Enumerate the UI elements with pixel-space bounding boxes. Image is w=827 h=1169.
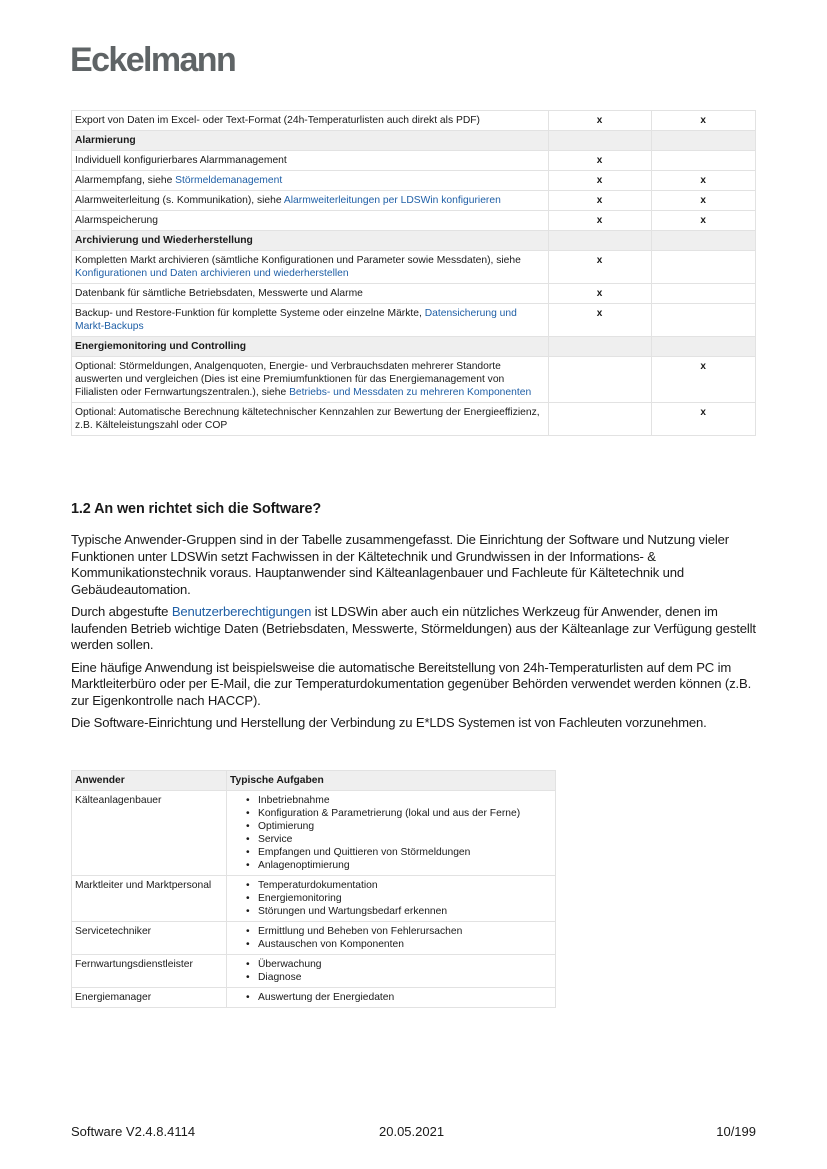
user-tasks xyxy=(227,922,556,955)
paragraph-intro: Typische Anwender-Gruppen sind in der Tabelle zusammengefasst. Die Einrichtung der Software und Nutzung vieler Funktionen unter LDSWin setzt Fachwissen in der Kältetechnik und Grundwissen in der Informations- & Kommunikationstechnik voraus. Hauptanwender sind Kälteanlagenbauer und Fachleute für Kältetechnik und Gebäudeautomation. xyxy=(71,532,729,597)
feature-row xyxy=(72,171,756,191)
link-benutzerberechtigungen[interactable]: Benutzerberechtigungen xyxy=(171,604,312,619)
users-table-row xyxy=(72,955,556,988)
task-list xyxy=(230,958,552,984)
task-item: • Empfangen und Quittieren von Störmeldungen xyxy=(230,846,552,859)
feature-text: Export von Daten im Excel- oder Text-Format (24h-Temperaturlisten auch direkt als PDF) xyxy=(75,115,480,126)
feature-link[interactable]: Alarmweiterleitungen per LDSWin konfigurieren xyxy=(283,195,501,206)
user-role: Servicetechniker xyxy=(72,922,227,955)
paragraph-permissions-text-1: Durch abgestufte xyxy=(71,604,172,619)
feature-category-row xyxy=(72,131,756,151)
feature-mark-col3: x xyxy=(652,403,756,436)
feature-mark-col2: x xyxy=(548,111,652,131)
user-role: Energiemanager xyxy=(72,988,227,1008)
footer-page-number: 10/199 xyxy=(716,1124,756,1139)
feature-mark-col2 xyxy=(548,357,652,403)
user-tasks xyxy=(227,955,556,988)
feature-text: Alarmierung xyxy=(75,135,136,146)
feature-mark-col2: x xyxy=(548,151,652,171)
feature-row xyxy=(72,304,756,337)
feature-mark-col2: x xyxy=(548,284,652,304)
feature-description xyxy=(72,284,549,304)
category-label xyxy=(72,231,549,251)
feature-mark-col3 xyxy=(652,151,756,171)
paragraph-setup: Die Software-Einrichtung und Herstellung der Verbindung zu E*LDS Systemen ist von Fachleuten vorzunehmen. xyxy=(71,715,707,730)
task-item: • Diagnose xyxy=(230,971,552,984)
task-item: • Konfiguration & Parametrierung (lokal und aus der Ferne) xyxy=(230,807,552,820)
feature-description xyxy=(72,171,549,191)
task-item: • Anlagenoptimierung xyxy=(230,859,552,872)
footer-version: Software V2.4.8.4114 xyxy=(71,1124,196,1139)
task-item: • Inbetriebnahme xyxy=(230,794,552,807)
user-tasks xyxy=(227,988,556,1008)
section-heading-wrap xyxy=(71,500,761,518)
feature-row xyxy=(72,111,756,131)
feature-description xyxy=(72,403,549,436)
feature-link[interactable]: Datensicherung und Markt-Backups xyxy=(75,308,517,332)
user-role: Marktleiter und Marktpersonal xyxy=(72,876,227,922)
feature-mark-col3 xyxy=(652,284,756,304)
feature-text: Energiemonitoring und Controlling xyxy=(75,341,247,352)
task-list xyxy=(230,991,552,1004)
feature-mark-col3: x xyxy=(652,357,756,403)
paragraph-permissions-text-2: ist LDSWin aber auch ein nützliches Werkzeug für Anwender, denen im laufenden Betrieb wichtige Daten (Betriebsdaten, Messwerte, Störmeldungen) aus der Kälteanlage zur Verfügung gestellt werden sollen. xyxy=(71,604,756,652)
feature-description xyxy=(72,304,549,337)
feature-text: Optional: Automatische Berechnung kältetechnischer Kennzahlen zur Bewertung der Energieeffizienz, z.B. Kälteleistungszahl oder COP xyxy=(75,407,540,431)
feature-row xyxy=(72,151,756,171)
feature-mark-col2 xyxy=(548,131,652,151)
eckelmann-logo: Eckelmann xyxy=(70,41,236,79)
paragraph-usecase: Eine häufige Anwendung ist beispielsweise die automatische Bereitstellung von 24h-Temperaturlisten auf dem PC im Marktleiterbüro oder per E-Mail, die zur Temperaturdokumentation gegenüber Behörden verwendet werden können (z.B. zur Eigenkontrolle nach HACCP). xyxy=(71,659,752,708)
feature-description xyxy=(72,211,549,231)
users-table xyxy=(71,770,556,1008)
feature-description xyxy=(72,191,549,211)
feature-text: Archivierung und Wiederherstellung xyxy=(75,235,253,246)
feature-mark-col2 xyxy=(548,231,652,251)
task-item: • Auswertung der Energiedaten xyxy=(230,991,552,1004)
feature-text: Kompletten Markt archivieren (sämtliche Konfigurationen und Parameter sowie Messdaten), siehe xyxy=(75,255,521,266)
feature-category-row xyxy=(72,337,756,357)
task-item: • Temperaturdokumentation xyxy=(230,879,552,892)
task-item: • Service xyxy=(230,833,552,846)
feature-row xyxy=(72,211,756,231)
feature-mark-col2: x xyxy=(548,251,652,284)
feature-mark-col3 xyxy=(652,131,756,151)
header-aufgaben: Typische Aufgaben xyxy=(227,771,556,791)
feature-description xyxy=(72,357,549,403)
section-body xyxy=(71,532,761,738)
feature-text: Individuell konfigurierbares Alarmmanagement xyxy=(75,155,287,166)
user-tasks xyxy=(227,876,556,922)
feature-text: Alarmspeicherung xyxy=(75,215,158,226)
users-table-row xyxy=(72,791,556,876)
feature-mark-col3 xyxy=(652,251,756,284)
user-role: Fernwartungsdienstleister xyxy=(72,955,227,988)
task-list xyxy=(230,879,552,918)
task-item: • Störungen und Wartungsbedarf erkennen xyxy=(230,905,552,918)
feature-mark-col2: x xyxy=(548,211,652,231)
feature-mark-col3: x xyxy=(652,211,756,231)
paragraph-permissions xyxy=(71,604,761,654)
task-item: • Ermittlung und Beheben von Fehlerursachen xyxy=(230,925,552,938)
task-list xyxy=(230,794,552,872)
feature-mark-col3: x xyxy=(652,191,756,211)
user-role: Kälteanlagenbauer xyxy=(72,791,227,876)
section-heading: 1.2 An wen richtet sich die Software? xyxy=(71,501,322,517)
header-anwender: Anwender xyxy=(72,771,227,791)
feature-mark-col3 xyxy=(652,231,756,251)
feature-row xyxy=(72,403,756,436)
feature-row xyxy=(72,357,756,403)
feature-link[interactable]: Betriebs- und Messdaten zu mehreren Komponenten xyxy=(289,387,532,398)
feature-description xyxy=(72,151,549,171)
feature-mark-col2 xyxy=(548,337,652,357)
feature-text: Backup- und Restore-Funktion für komplette Systeme oder einzelne Märkte, xyxy=(75,308,425,319)
users-table-row xyxy=(72,988,556,1008)
feature-category-row xyxy=(72,231,756,251)
users-table-row xyxy=(72,922,556,955)
task-item: • Energiemonitoring xyxy=(230,892,552,905)
feature-mark-col2: x xyxy=(548,191,652,211)
feature-link[interactable]: Störmeldemanagement xyxy=(175,175,283,186)
feature-row xyxy=(72,284,756,304)
footer-date: 20.05.2021 xyxy=(379,1124,445,1139)
feature-description xyxy=(72,251,549,284)
feature-description xyxy=(72,111,549,131)
feature-mark-col2: x xyxy=(548,171,652,191)
feature-mark-col3 xyxy=(652,304,756,337)
feature-mark-col2 xyxy=(548,403,652,436)
users-table-row xyxy=(72,876,556,922)
user-tasks xyxy=(227,791,556,876)
feature-link[interactable]: Konfigurationen und Daten archivieren und wiederherstellen xyxy=(75,268,349,279)
feature-text: Datenbank für sämtliche Betriebsdaten, Messwerte und Alarme xyxy=(75,288,363,299)
feature-text: Optional: Störmeldungen, Analgenquoten, Energie- und Verbrauchsdaten mehrerer Standorte auswerten und vergleichen (Dies ist eine Premiumfunktionen für das Energiemanagement von Filialisten oder Fernwartungszentralen.), siehe xyxy=(75,361,505,398)
feature-row xyxy=(72,251,756,284)
feature-mark-col3: x xyxy=(652,111,756,131)
task-item: • Überwachung xyxy=(230,958,552,971)
category-label xyxy=(72,131,549,151)
feature-text: Alarmweiterleitung (s. Kommunikation), siehe xyxy=(75,195,284,206)
task-list xyxy=(230,925,552,951)
users-table-header xyxy=(72,771,556,791)
category-label xyxy=(72,337,549,357)
feature-mark-col2: x xyxy=(548,304,652,337)
task-item: • Austauschen von Komponenten xyxy=(230,938,552,951)
task-item: • Optimierung xyxy=(230,820,552,833)
feature-mark-col3: x xyxy=(652,171,756,191)
feature-table xyxy=(71,110,756,436)
feature-text: Alarmempfang, siehe xyxy=(75,175,176,186)
feature-row xyxy=(72,191,756,211)
feature-mark-col3 xyxy=(652,337,756,357)
